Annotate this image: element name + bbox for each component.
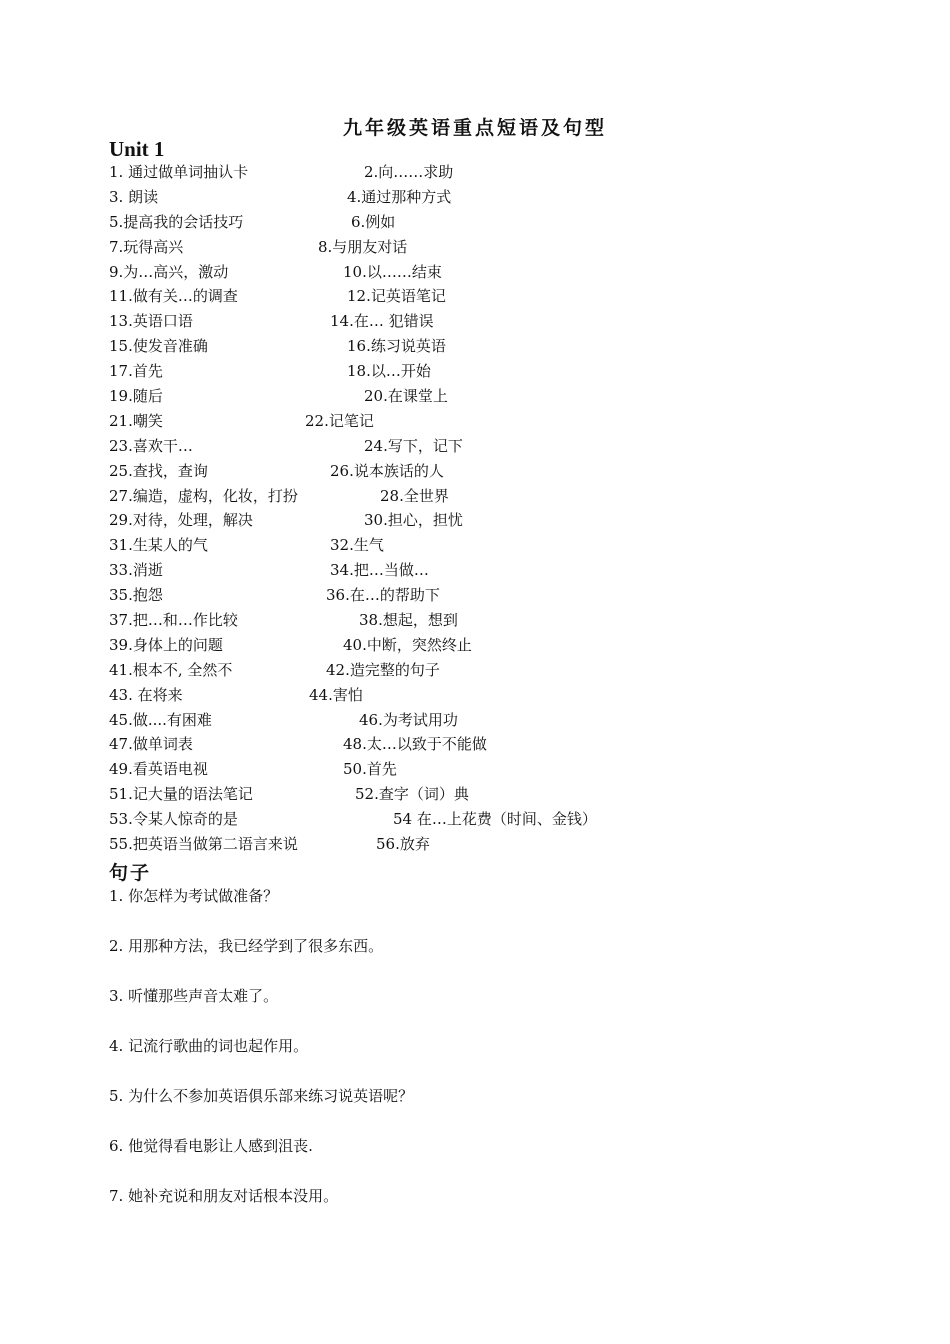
phrase-right: 54 在…上花费（时间、金钱） [393,810,597,829]
phrase-left: 15.使发音准确 [109,337,208,356]
phrase-left: 21.嘲笑 [109,411,163,430]
phrase-left: 11.做有关…的调查 [109,287,238,306]
phrase-row [109,359,869,384]
phrase-right: 42.造完整的句子 [326,660,440,679]
phrase-row [109,160,869,185]
phrase-left: 39.身体上的问题 [109,635,223,654]
phrase-row [109,235,869,260]
phrase-right: 2.向……求助 [364,163,454,181]
phrase-left: 7.玩得高兴 [109,237,184,256]
phrase-row [109,608,869,633]
phrase-row [109,334,869,359]
phrase-left: 29.对待，处理，解决 [109,511,253,530]
phrase-left: 19.随后 [109,387,163,406]
phrase-row [109,683,869,708]
phrase-left: 3. 朗读 [109,187,159,206]
phrase-left: 31.生某人的气 [109,536,208,555]
phrase-row [109,384,869,409]
phrase-right: 4.通过那种方式 [347,187,452,206]
phrase-right: 10.以……结束 [343,262,442,281]
phrase-right: 18.以…开始 [347,362,431,381]
phrase-right: 36.在…的帮助下 [326,586,440,605]
sentences-heading: 句子 [109,862,152,884]
phrase-right: 52.查字（词）典 [355,785,469,804]
sentence-item: 2. 用那种方法，我已经学到了很多东西。 [109,937,384,955]
phrase-left: 5.提高我的会话技巧 [109,212,244,231]
phrase-right: 20.在课堂上 [364,387,448,406]
phrase-row [109,757,869,782]
phrase-row [109,459,869,484]
phrase-right: 40.中断，突然终止 [343,635,472,654]
phrase-right: 44.害怕 [309,685,363,704]
sentence-item: 7. 她补充说和朋友对话根本没用。 [109,1187,339,1205]
phrase-right: 14.在… 犯错误 [330,312,434,331]
sentence-list [109,883,869,1233]
phrase-row [109,484,869,509]
phrase-row [109,807,869,832]
phrase-row [109,658,869,683]
phrase-right: 46.为考试用功 [359,710,458,729]
phrase-row [109,732,869,757]
phrase-left: 43. 在将来 [109,685,183,704]
sentence-item: 3. 听懂那些声音太难了。 [109,987,279,1005]
phrase-left: 53.令某人惊奇的是 [109,810,238,829]
phrase-left: 17.首先 [109,362,163,381]
phrase-right: 28.全世界 [380,486,449,505]
phrase-right: 16.练习说英语 [347,337,446,356]
phrase-row [109,782,869,807]
phrase-right: 34.把…当做… [330,561,429,580]
phrase-left: 47.做单词表 [109,735,193,754]
phrase-row [109,533,869,558]
sentence-item: 4. 记流行歌曲的词也起作用。 [109,1037,309,1055]
phrase-left: 13.英语口语 [109,312,193,331]
sentence-item: 6. 他觉得看电影让人感到沮丧. [109,1137,313,1155]
phrase-row [109,633,869,658]
phrase-right: 30.担心，担忧 [364,511,463,530]
phrase-row [109,260,869,285]
phrase-left: 33.消逝 [109,561,163,580]
phrase-row [109,210,869,235]
document-title: 九年级英语重点短语及句型 [342,117,607,139]
phrase-row [109,708,869,733]
phrase-row [109,284,869,309]
phrase-right: 26.说本族话的人 [330,461,444,480]
phrase-right: 6.例如 [351,212,396,231]
phrase-row [109,558,869,583]
sentence-item: 5. 为什么不参加英语俱乐部来练习说英语呢？ [109,1087,414,1105]
phrase-row [109,434,869,459]
phrase-left: 37.把…和…作比较 [109,611,238,630]
phrase-left: 1. 通过做单词抽认卡 [109,163,249,181]
phrase-right: 56.放弃 [376,835,430,854]
phrase-row [109,309,869,334]
phrase-left: 25.查找，查询 [109,461,208,480]
phrase-list [109,160,869,857]
phrase-left: 49.看英语电视 [109,760,208,779]
phrase-row [109,583,869,608]
phrase-right: 24.写下，记下 [364,436,463,455]
phrase-right: 38.想起，想到 [359,611,458,630]
phrase-row [109,508,869,533]
phrase-left: 27.编造，虚构，化妆，打扮 [109,486,298,505]
phrase-right: 22.记笔记 [305,411,374,430]
phrase-left: 35.抱怨 [109,586,163,605]
phrase-row [109,409,869,434]
phrase-left: 55.把英语当做第二语言来说 [109,835,298,854]
phrase-right: 32.生气 [330,536,384,555]
phrase-row [109,185,869,210]
sentence-item: 1. 你怎样为考试做准备？ [109,887,279,905]
phrase-left: 9.为…高兴，激动 [109,262,229,281]
phrase-right: 48.太…以致于不能做 [343,735,487,754]
phrase-row [109,832,869,857]
phrase-left: 45.做....有困难 [109,710,212,729]
phrase-left: 51.记大量的语法笔记 [109,785,253,804]
phrase-right: 8.与朋友对话 [318,237,408,256]
phrase-left: 23.喜欢干… [109,436,193,455]
phrase-right: 50.首先 [343,760,397,779]
unit-heading: Unit 1 [109,137,165,161]
phrase-left: 41.根本不, 全然不 [109,660,233,679]
phrase-right: 12.记英语笔记 [347,287,446,306]
